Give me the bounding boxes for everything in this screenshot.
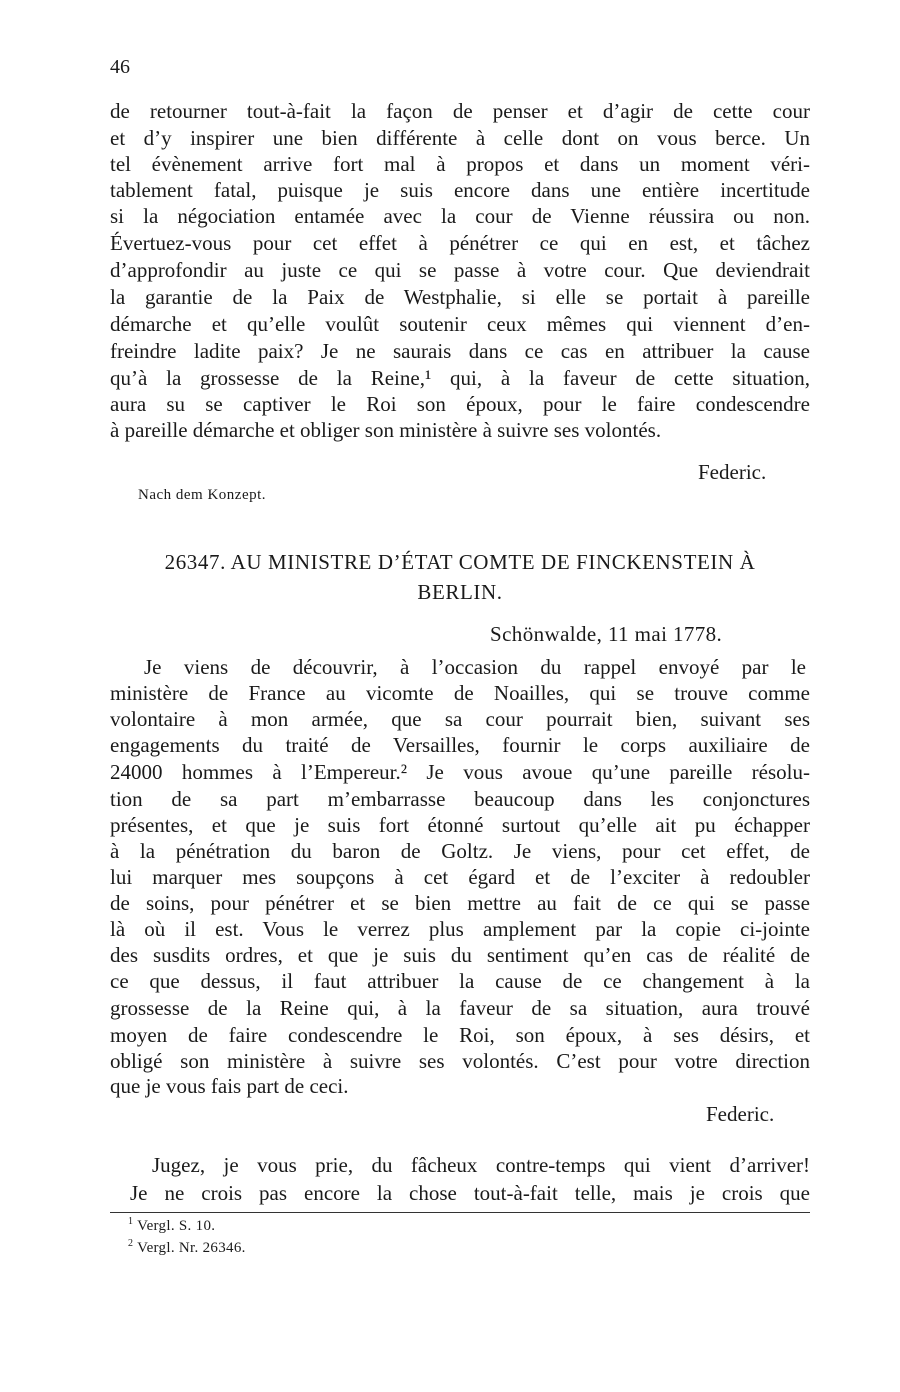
text-line: Je viens de découvrir, à l’occasion du rappel envoyé par le [144, 655, 806, 679]
letter-heading: 26347. AU MINISTRE D’ÉTAT COMTE DE FINCKENSTEIN À [164, 550, 756, 574]
text-line: la garantie de la Paix de Westphalie, si elle se portait à pareille [110, 285, 810, 309]
dateline: Schönwalde, 11 mai 1778. [490, 622, 723, 646]
text-line: grossesse de la Reine qui, à la faveur de sa situation, aura trouvé [110, 996, 810, 1020]
footnote-marker: 1 [128, 1216, 134, 1227]
text-line: tel évènement arrive fort mal à propos et dans un moment véri- [110, 152, 810, 176]
text-line: engagements du traité de Versailles, fournir le corps auxiliaire de [110, 733, 810, 757]
text-line: moyen de faire condescendre le Roi, son époux, à ses désirs, et [110, 1023, 810, 1047]
footnote-text: Vergl. S. 10. [137, 1218, 216, 1234]
footnote [128, 1238, 246, 1257]
text-line: obligé son ministère à suivre ses volontés. C’est pour votre direction [110, 1049, 810, 1073]
text-line: qu’à la grossesse de la Reine,¹ qui, à la faveur de cette situation, [110, 366, 810, 390]
text-line: Jugez, je vous prie, du fâcheux contre-temps qui vient d’arriver! [152, 1153, 810, 1177]
page-number: 46 [110, 56, 130, 78]
text-line: freindre ladite paix? Je ne saurais dans ce cas en attribuer la cause [110, 339, 810, 363]
text-line: d’approfondir au juste ce qui se passe à votre cour. Que deviendrait [110, 258, 810, 282]
text-line: démarche et qu’elle voulût soutenir ceux mêmes qui viennent d’en- [110, 312, 810, 336]
footnote [128, 1216, 215, 1235]
text-line: à pareille démarche et obliger son ministère à suivre ses volontés. [110, 418, 662, 442]
text-line: lui marquer mes soupçons à cet égard et de l’exciter à redoubler [110, 865, 810, 889]
text-line: que je vous fais part de ceci. [110, 1074, 349, 1098]
letter-heading-continued: BERLIN. [417, 580, 503, 604]
text-line: ministère de France au vicomte de Noailles, qui se trouve comme [110, 681, 810, 705]
footnote-text: Vergl. Nr. 26346. [137, 1240, 246, 1256]
text-line: tion de sa part m’embarrasse beaucoup dans les conjonctures [110, 787, 810, 811]
text-line: tablement fatal, puisque je suis encore dans une entière incertitude [110, 178, 810, 202]
text-line: de soins, pour pénétrer et se bien mettre au fait de ce qui se passe [110, 891, 810, 915]
text-line: ce que dessus, il faut attribuer la cause de ce changement à la [110, 969, 810, 993]
text-line: volontaire à mon armée, que sa cour pourrait bien, suivant ses [110, 707, 810, 731]
text-line: des susdits ordres, et que je suis du sentiment qu’en cas de réalité de [110, 943, 810, 967]
text-line: présentes, et que je suis fort étonné surtout qu’elle ait pu échapper [110, 813, 810, 837]
text-line: et d’y inspirer une bien différente à celle dont on vous berce. Un [110, 126, 810, 150]
signature: Federic. [698, 460, 767, 484]
footnote-marker: 2 [128, 1238, 134, 1249]
footnote-divider [110, 1212, 810, 1213]
source-note: Nach dem Konzept. [138, 487, 267, 503]
text-line: si la négociation entamée avec la cour de Vienne réussira ou non. [110, 204, 810, 228]
text-line: Je ne crois pas encore la chose tout-à-fait telle, mais je crois que [130, 1181, 810, 1205]
text-line: Évertuez-vous pour cet effet à pénétrer ce qui en est, et tâchez [110, 231, 810, 255]
text-line: aura su se captiver le Roi son époux, pour le faire condescendre [110, 392, 810, 416]
signature: Federic. [706, 1102, 775, 1126]
text-line: là où il est. Vous le verrez plus amplement par la copie ci-jointe [110, 917, 810, 941]
text-line: à la pénétration du baron de Goltz. Je viens, pour cet effet, de [110, 839, 810, 863]
text-line: 24000 hommes à l’Empereur.² Je vous avoue qu’une pareille résolu- [110, 760, 810, 784]
text-line: de retourner tout-à-fait la façon de penser et d’agir de cette cour [110, 99, 810, 123]
